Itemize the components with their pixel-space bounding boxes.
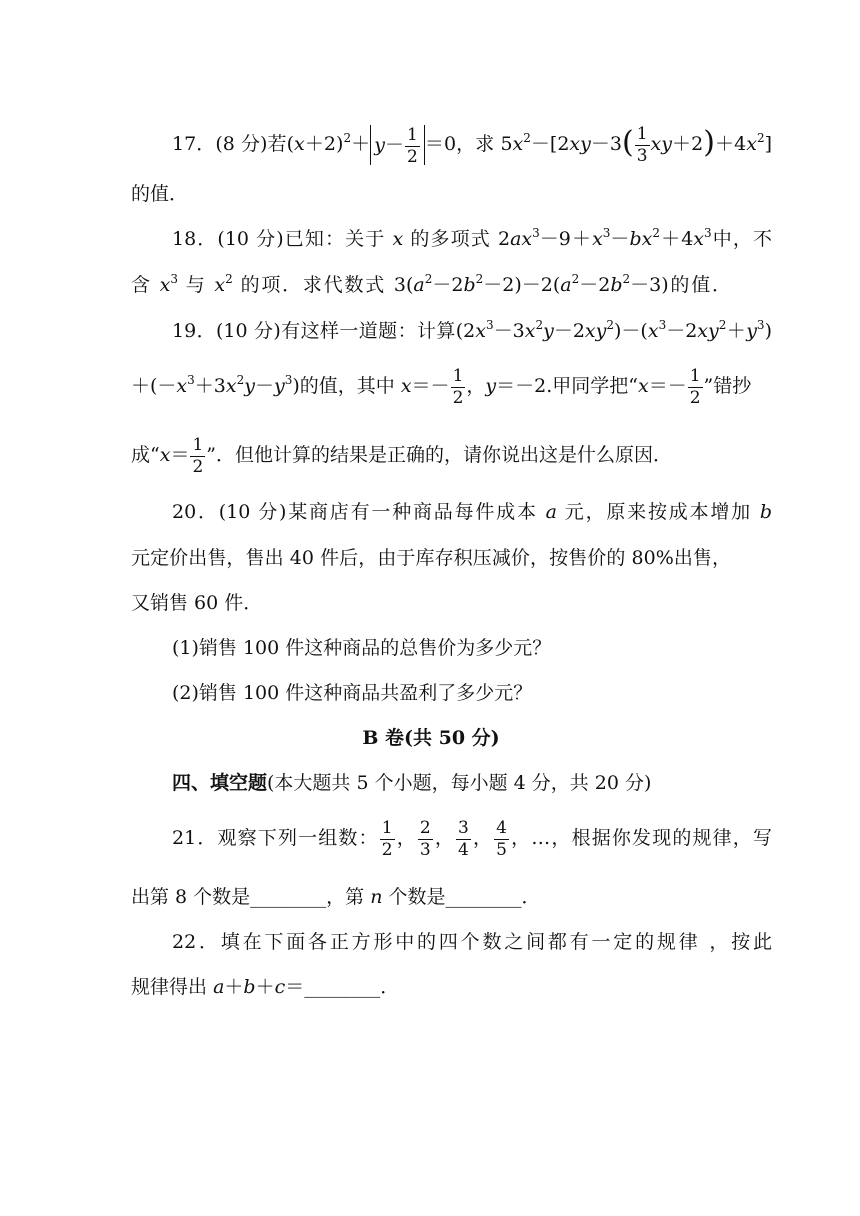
fraction: $\frac{1}{2}$: [689, 365, 701, 408]
fraction: $\frac{1}{2}$: [407, 124, 418, 167]
q20-line3: 又销售 60 件．: [131, 592, 263, 614]
q20-sub2: (2)销售 100 件这种商品共盈利了多少元？: [172, 682, 533, 704]
q17-number: 17．: [172, 133, 216, 155]
q20-line1: 20．(10 分)某商店有一种商品每件成本 a 元，原来按成本增加 b: [172, 501, 772, 523]
q22-line1: 22．填在下面各正方形中的四个数之间都有一定的规律 ，按此: [172, 931, 772, 953]
q20-number: 20．: [172, 501, 219, 523]
q18-number: 18．: [172, 228, 218, 250]
q20-line2: 元定价出售，售出 40 件后，由于库存积压减价，按售价的 80%出售，: [131, 547, 731, 569]
part4-heading: 四、填空题(本大题共 5 个小题，每小题 4 分，共 20 分): [172, 772, 652, 794]
q20-sub1: (1)销售 100 件这种商品的总售价为多少元？: [172, 637, 552, 659]
q21-line1: 21．观察下列一组数： $\frac{1}{2}$ ， $\frac{2}{3}$ ， $\frac{3}{4}$ ， $\frac{4}{5}$ ，…，根据你发现的规律，写: [172, 817, 772, 860]
fraction: $\frac{1}{2}$: [452, 365, 464, 408]
abs-value: y－ $\frac{1}{2}$: [370, 125, 425, 165]
section-b-title: B 卷(共 50 分): [362, 727, 500, 749]
q21-line2: 出第 8 个数是________，第 n 个数是________．: [131, 886, 541, 908]
q17-score: (8 分): [215, 133, 268, 155]
fraction: $\frac{2}{3}$: [419, 817, 431, 860]
q19-line2: $+(-x^3+3x^2y-y^3)$的值，其中 x＝－ $\frac{1}{2}$ ，y＝－2.甲同学把“x＝－ $\frac{1}{2}$ ”错抄: [131, 365, 752, 408]
fraction: $\frac{3}{4}$: [458, 817, 469, 860]
q18-line1: 18．(10 分)已知：关于 x 的多项式 $2ax^3-9+x^3-bx^2+4x^3$中，不: [172, 226, 772, 250]
fraction: $\frac{1}{2}$: [381, 817, 393, 860]
q22-line2: 规律得出 a＋b＋c＝________．: [131, 976, 400, 998]
q17-line1: 17．(8 分)若$(x+2)^2+ y-$ $\frac{1}{2}$ ＝0，求 $5x^2-[2xy-3$( $\frac{1}{3}$ $xy+2)+4x^2$]: [172, 123, 772, 167]
q18-line2: 含 $x^3$ 与 $x^2$ 的项．求代数式 $3(a^2-2b^2-2)-2(a^2-2b^2-3)$的值．: [131, 272, 731, 296]
fraction: $\frac{4}{5}$: [496, 817, 507, 860]
q19-line3: 成“x＝ $\frac{1}{2}$ ”．但他计算的结果是正确的，请你说出这是什么原因．: [131, 434, 672, 477]
q19-line1: 19．(10 分)有这样一道题：计算$(2x^3-3x^2y-2xy^2)-(x^3-2xy^2+y^3)$: [172, 318, 772, 342]
q19-number: 19．: [172, 320, 216, 342]
q17-line2: 的值．: [131, 183, 189, 205]
fraction: $\frac{1}{3}$: [636, 123, 648, 166]
q22-number: 22．: [172, 931, 221, 953]
q21-number: 21．: [172, 827, 218, 849]
fraction: $\frac{1}{2}$: [192, 434, 204, 477]
